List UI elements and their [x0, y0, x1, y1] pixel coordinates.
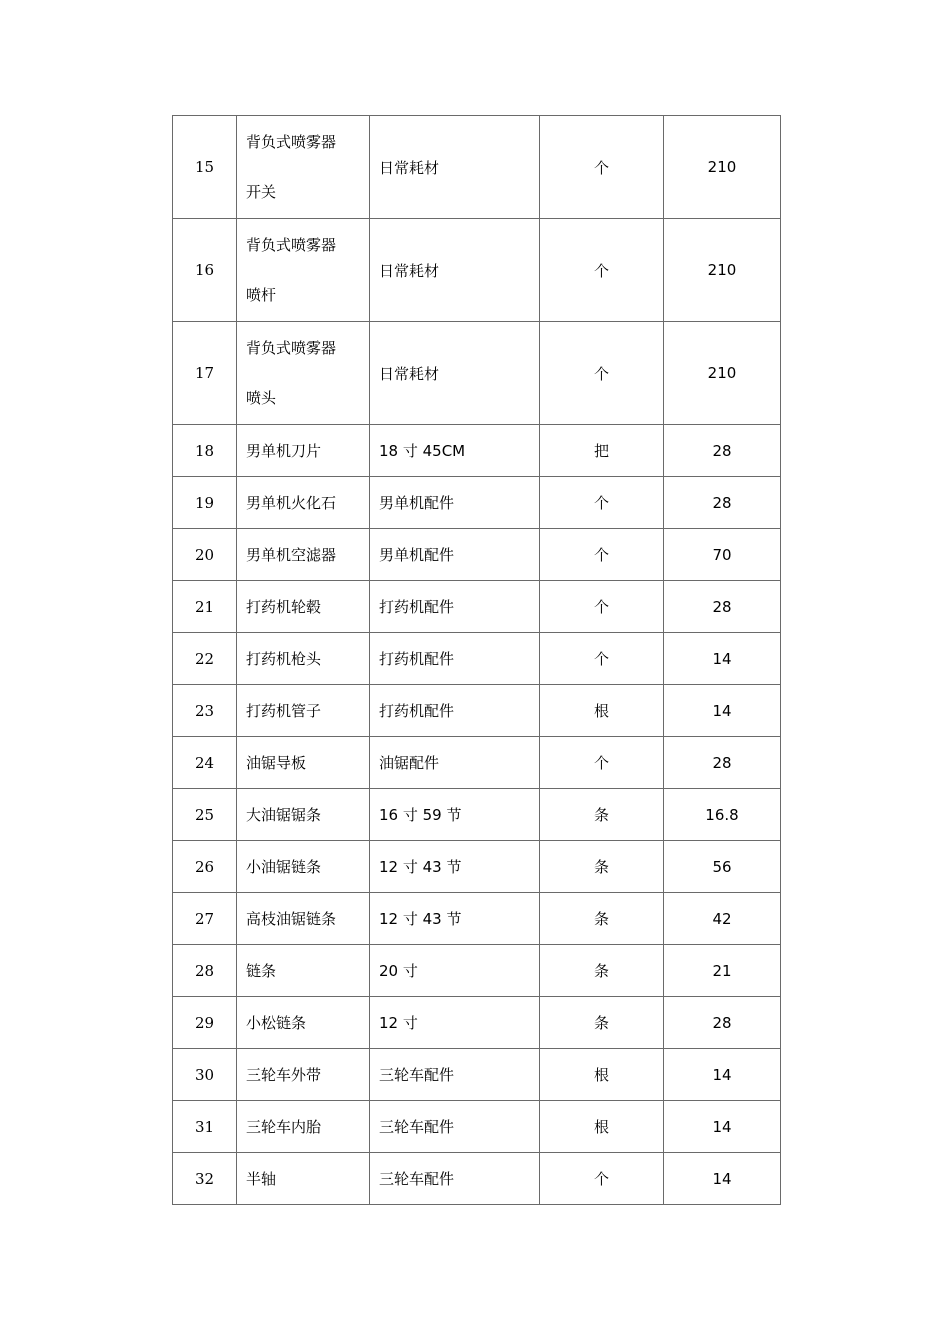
item-unit-text: 条 [593, 1014, 609, 1032]
row-number-text: 23 [194, 701, 215, 720]
row-number-cell [173, 1049, 237, 1101]
item-name-cell [237, 841, 370, 893]
item-unit-text: 个 [593, 546, 609, 564]
item-spec-cell [370, 1153, 540, 1205]
item-spec-text: 18 寸 45CM [379, 442, 466, 460]
item-name-text: 男单机火化石 [246, 493, 337, 512]
item-name-text: 背负式喷雾器 开关 [246, 133, 337, 201]
table-row [173, 529, 781, 581]
item-spec-text: 打药机配件 [379, 702, 455, 720]
item-spec-text: 20 寸 [379, 962, 418, 980]
item-unit-text: 个 [593, 650, 609, 668]
item-spec-text: 三轮车配件 [379, 1066, 455, 1084]
item-name-cell [237, 893, 370, 945]
item-price-text: 210 [707, 364, 737, 382]
item-name-cell [237, 322, 370, 425]
item-unit-text: 个 [593, 1170, 609, 1188]
item-unit-text: 个 [593, 261, 609, 280]
item-spec-cell [370, 1049, 540, 1101]
item-spec-cell [370, 529, 540, 581]
row-number-text: 21 [194, 597, 215, 616]
item-price-cell [664, 529, 781, 581]
item-price-cell [664, 997, 781, 1049]
item-unit-cell [540, 737, 664, 789]
row-number-text: 31 [194, 1117, 215, 1136]
item-unit-cell [540, 581, 664, 633]
item-spec-text: 三轮车配件 [379, 1170, 455, 1188]
row-number-text: 27 [194, 909, 215, 928]
item-price-cell [664, 425, 781, 477]
item-spec-cell [370, 997, 540, 1049]
item-price-cell [664, 1101, 781, 1153]
item-unit-cell [540, 1049, 664, 1101]
item-name-cell [237, 1153, 370, 1205]
item-price-text: 28 [712, 493, 732, 512]
item-spec-text: 男单机配件 [379, 546, 455, 564]
item-name-cell [237, 1049, 370, 1101]
item-unit-cell [540, 1153, 664, 1205]
item-name-text: 打药机枪头 [246, 649, 322, 668]
item-unit-text: 个 [593, 158, 609, 177]
item-name-cell [237, 945, 370, 997]
item-unit-cell [540, 529, 664, 581]
item-price-text: 210 [707, 158, 737, 176]
item-price-cell [664, 581, 781, 633]
item-unit-cell [540, 1101, 664, 1153]
row-number-text: 26 [194, 857, 215, 876]
item-price-text: 28 [712, 753, 732, 772]
item-price-text: 14 [712, 1169, 732, 1188]
row-number-cell [173, 529, 237, 581]
item-name-cell [237, 633, 370, 685]
item-name-cell [237, 997, 370, 1049]
row-number-cell [173, 1153, 237, 1205]
item-unit-cell [540, 116, 664, 219]
item-name-text: 油锯导板 [246, 753, 307, 772]
item-unit-text: 个 [593, 364, 609, 383]
item-price-text: 210 [707, 261, 737, 279]
table-row [173, 789, 781, 841]
table-row [173, 737, 781, 789]
item-price-cell [664, 945, 781, 997]
item-name-cell [237, 529, 370, 581]
item-unit-cell [540, 997, 664, 1049]
item-price-cell [664, 477, 781, 529]
item-spec-text: 12 寸 43 节 [379, 858, 462, 876]
item-price-cell [664, 737, 781, 789]
item-price-text: 14 [712, 1065, 732, 1084]
item-spec-cell [370, 893, 540, 945]
item-name-text: 男单机刀片 [246, 441, 322, 460]
item-spec-cell [370, 477, 540, 529]
item-name-text: 男单机空滤器 [246, 545, 337, 564]
item-name-text: 小松链条 [246, 1013, 307, 1032]
item-name-text: 链条 [246, 961, 277, 980]
item-price-cell [664, 789, 781, 841]
row-number-cell [173, 1101, 237, 1153]
item-spec-text: 12 寸 [379, 1014, 418, 1032]
row-number-cell [173, 789, 237, 841]
item-price-text: 70 [712, 545, 732, 564]
item-spec-cell [370, 841, 540, 893]
item-spec-cell [370, 1101, 540, 1153]
item-unit-text: 条 [593, 858, 609, 876]
item-unit-cell [540, 685, 664, 737]
row-number-cell [173, 685, 237, 737]
row-number-text: 17 [194, 364, 215, 382]
item-unit-text: 个 [593, 494, 609, 512]
item-name-text: 打药机轮毂 [246, 597, 322, 616]
item-name-cell [237, 116, 370, 219]
row-number-cell [173, 581, 237, 633]
item-spec-text: 打药机配件 [379, 598, 455, 616]
item-spec-text: 打药机配件 [379, 650, 455, 668]
row-number-cell [173, 219, 237, 322]
row-number-cell [173, 322, 237, 425]
item-spec-text: 日常耗材 [379, 158, 440, 177]
item-price-cell [664, 322, 781, 425]
item-price-cell [664, 633, 781, 685]
item-price-text: 14 [712, 1117, 732, 1136]
item-unit-cell [540, 219, 664, 322]
item-spec-cell [370, 581, 540, 633]
table-row [173, 116, 781, 219]
item-name-cell [237, 477, 370, 529]
item-unit-text: 条 [593, 962, 609, 980]
item-spec-text: 16 寸 59 节 [379, 806, 462, 824]
row-number-text: 15 [194, 158, 215, 176]
row-number-text: 24 [194, 753, 215, 772]
row-number-cell [173, 116, 237, 219]
item-spec-text: 日常耗材 [379, 261, 440, 280]
row-number-text: 16 [194, 261, 215, 279]
item-price-cell [664, 685, 781, 737]
item-spec-cell [370, 322, 540, 425]
row-number-text: 22 [194, 649, 215, 668]
row-number-cell [173, 945, 237, 997]
item-price-text: 21 [712, 961, 732, 980]
item-price-cell [664, 116, 781, 219]
table-row [173, 581, 781, 633]
item-price-text: 56 [712, 857, 732, 876]
item-price-text: 14 [712, 649, 732, 668]
table-row [173, 425, 781, 477]
table-row [173, 1049, 781, 1101]
item-price-cell [664, 841, 781, 893]
row-number-cell [173, 737, 237, 789]
item-price-text: 42 [712, 909, 732, 928]
item-unit-text: 个 [593, 754, 609, 772]
item-price-text: 16.8 [705, 805, 739, 824]
item-spec-text: 12 寸 43 节 [379, 910, 462, 928]
item-unit-text: 个 [593, 598, 609, 616]
item-name-cell [237, 219, 370, 322]
table-row [173, 945, 781, 997]
item-price-text: 28 [712, 597, 732, 616]
row-number-cell [173, 997, 237, 1049]
item-unit-cell [540, 789, 664, 841]
item-name-text: 半轴 [246, 1169, 277, 1188]
item-unit-text: 条 [593, 806, 609, 824]
item-name-text: 三轮车内胎 [246, 1117, 322, 1136]
item-unit-cell [540, 841, 664, 893]
item-name-text: 高枝油锯链条 [246, 909, 337, 928]
item-price-cell [664, 1049, 781, 1101]
table-row [173, 633, 781, 685]
item-spec-text: 油锯配件 [379, 754, 440, 772]
item-name-cell [237, 581, 370, 633]
item-spec-cell [370, 737, 540, 789]
row-number-text: 19 [194, 493, 215, 512]
table-body [173, 116, 781, 1205]
item-unit-text: 根 [593, 702, 609, 720]
row-number-cell [173, 633, 237, 685]
item-unit-cell [540, 477, 664, 529]
items-table [172, 115, 781, 1205]
item-unit-cell [540, 425, 664, 477]
item-spec-cell [370, 945, 540, 997]
item-name-text: 背负式喷雾器 喷头 [246, 339, 337, 407]
item-unit-text: 根 [593, 1066, 609, 1084]
row-number-text: 29 [194, 1013, 215, 1032]
item-unit-cell [540, 893, 664, 945]
row-number-text: 28 [194, 961, 215, 980]
item-price-cell [664, 1153, 781, 1205]
table-row [173, 893, 781, 945]
item-price-cell [664, 219, 781, 322]
item-spec-text: 男单机配件 [379, 494, 455, 512]
row-number-text: 32 [194, 1169, 215, 1188]
item-unit-text: 把 [593, 442, 609, 460]
row-number-cell [173, 893, 237, 945]
table-row [173, 322, 781, 425]
item-name-cell [237, 737, 370, 789]
item-price-cell [664, 893, 781, 945]
item-unit-cell [540, 945, 664, 997]
item-spec-text: 三轮车配件 [379, 1118, 455, 1136]
item-name-cell [237, 1101, 370, 1153]
item-name-text: 小油锯链条 [246, 857, 322, 876]
item-price-text: 28 [712, 441, 732, 460]
item-price-text: 14 [712, 701, 732, 720]
item-name-cell [237, 789, 370, 841]
item-unit-text: 根 [593, 1118, 609, 1136]
item-unit-cell [540, 322, 664, 425]
item-name-cell [237, 685, 370, 737]
item-spec-cell [370, 425, 540, 477]
item-spec-cell [370, 633, 540, 685]
row-number-cell [173, 477, 237, 529]
table-row [173, 997, 781, 1049]
table-row [173, 841, 781, 893]
item-unit-cell [540, 633, 664, 685]
item-name-text: 打药机管子 [246, 701, 322, 720]
row-number-cell [173, 841, 237, 893]
row-number-text: 30 [194, 1065, 215, 1084]
item-spec-cell [370, 219, 540, 322]
table-row [173, 1153, 781, 1205]
row-number-text: 18 [194, 441, 215, 460]
item-spec-cell [370, 685, 540, 737]
row-number-text: 20 [194, 545, 215, 564]
table-row [173, 219, 781, 322]
table-row [173, 477, 781, 529]
item-unit-text: 条 [593, 910, 609, 928]
table-row [173, 1101, 781, 1153]
item-spec-cell [370, 116, 540, 219]
item-name-text: 背负式喷雾器 喷杆 [246, 236, 337, 304]
item-name-text: 三轮车外带 [246, 1065, 322, 1084]
row-number-text: 25 [194, 805, 215, 824]
item-price-text: 28 [712, 1013, 732, 1032]
item-name-cell [237, 425, 370, 477]
row-number-cell [173, 425, 237, 477]
item-name-text: 大油锯锯条 [246, 805, 322, 824]
item-spec-cell [370, 789, 540, 841]
table-row [173, 685, 781, 737]
item-spec-text: 日常耗材 [379, 364, 440, 383]
